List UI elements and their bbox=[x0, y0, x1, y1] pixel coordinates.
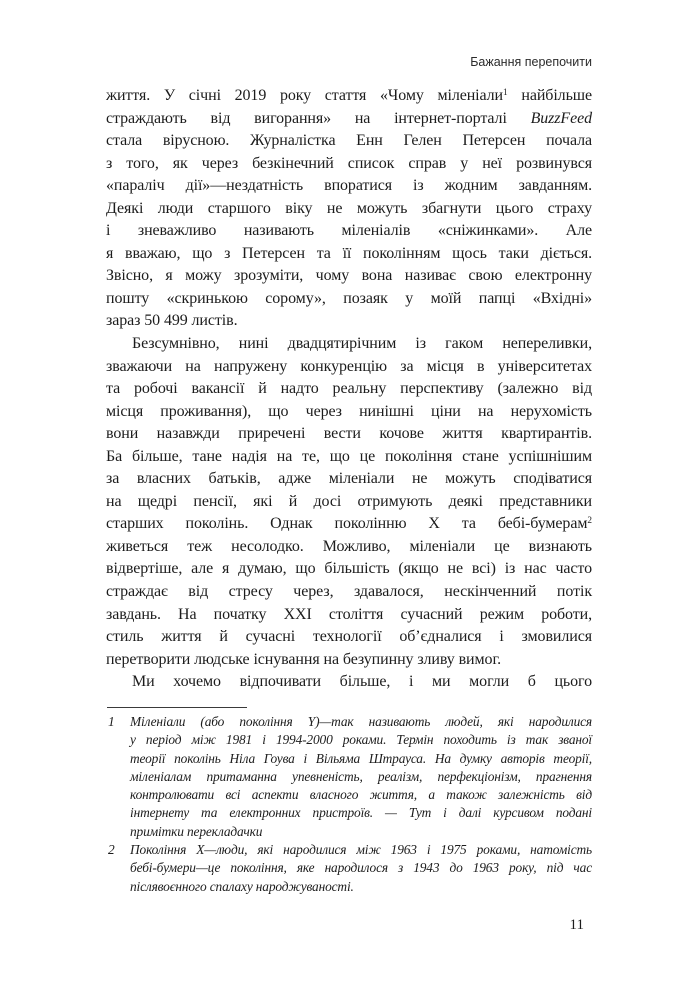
text-line: Ми хочемо відпочивати більше, і ми могли б цього bbox=[132, 673, 592, 691]
text-line: я вважаю, що з Петерсен та її поколінням щось таки діється. bbox=[106, 244, 592, 262]
text-line: стала вірусною. Журналістка Енн Гелен Петерсен почала bbox=[106, 132, 592, 150]
text-line: і зневажливо називають міленіалів «сніжинками». Але bbox=[106, 222, 592, 240]
italic-text: BuzzFeed bbox=[530, 109, 592, 127]
text-line: зважаючи на напружену конкуренцію за місця в університетах bbox=[106, 357, 592, 375]
footnote-marker: 2 bbox=[108, 842, 115, 858]
footnote-line: міленіалам притаманна упевненість, реалізм, перфекціонізм, прагнення bbox=[130, 768, 592, 784]
footnote-line: теорії поколінь Ніла Гоува і Вільяма Штрауса. На думку авторів теорії, bbox=[130, 750, 592, 766]
footnote-marker: 1 bbox=[108, 714, 115, 729]
text-line: страждає від стресу через, здавалося, нескінченний потік bbox=[106, 583, 592, 601]
text-line: відвертіше, але я думаю, що більшість (якщо не всі) із нас часто bbox=[106, 560, 592, 578]
footnote-line: Міленіали (або покоління Y)—так називають людей, які народилися bbox=[130, 714, 592, 729]
paragraph bbox=[106, 85, 592, 333]
footnote-reference: 2 bbox=[587, 516, 592, 527]
footnote-line: у період між 1981 і 1994-2000 роками. Термін походить із так званої bbox=[130, 732, 592, 748]
text-line: зараз 50 499 листів. bbox=[106, 312, 238, 330]
text-line: перетворити людське існування на безупинну зливу вимог. bbox=[106, 650, 502, 668]
running-header: Бажання перепочити bbox=[470, 55, 592, 69]
footnote bbox=[106, 713, 592, 841]
paragraph bbox=[106, 671, 592, 694]
footnotes bbox=[106, 713, 592, 896]
body-text bbox=[106, 85, 592, 694]
footnote-line: післявоєнного спалаху народжуваності. bbox=[130, 878, 354, 894]
text-line: завдань. На початку XXI століття сучасний режим роботи, bbox=[106, 605, 592, 623]
text-line: Деякі люди старшого віку не можуть збагнути цього страху bbox=[106, 199, 592, 217]
footnote-line: бебі-бумери—це покоління, яке народилося з 1943 до 1963 року, під час bbox=[130, 860, 592, 876]
text-line: живеться теж несолодко. Можливо, міленіали це визнають bbox=[106, 537, 592, 555]
text-line: Ба більше, тане надія на те, що це покоління стане успішнішим bbox=[106, 447, 592, 465]
footnote-separator-rule bbox=[107, 707, 247, 708]
text-line: місця проживання), що через нинішні ціни на нерухомість bbox=[106, 402, 592, 420]
footnote-line: примітки перекладачки bbox=[130, 823, 263, 839]
footnote bbox=[106, 841, 592, 896]
footnote-line: Покоління X—люди, які народилися між 1963 і 1975 роками, натомість bbox=[130, 842, 592, 858]
paragraph bbox=[106, 333, 592, 671]
page-number: 11 bbox=[569, 917, 584, 933]
text-line: Безсумнівно, нині двадцятирічним із гаком непереливки, bbox=[132, 335, 592, 353]
text-line: на щедрі пенсії, які й досі отримують деякі представники bbox=[106, 492, 592, 510]
text-line: вони назавжди приречені вести кочове життя квартирантів. bbox=[106, 425, 592, 443]
text-line: життя. У січні 2019 року стаття «Чому міленіали$^1$ найбільше bbox=[106, 87, 592, 104]
text-line: Звісно, я можу зрозуміти, чому вона називає свою електронну bbox=[106, 267, 592, 285]
text-line: за власних батьків, адже міленіали не можуть сподіватися bbox=[106, 470, 592, 488]
text-line: стиль життя й сучасні технології об’єдналися і змовилися bbox=[106, 628, 592, 646]
text-line: пошту «скринькою сорому», позаяк у моїй папці «Вхідні» bbox=[106, 289, 592, 307]
text-line: старших поколінь. Однак поколінню X та бебі-бумерам$^2$ bbox=[106, 515, 592, 533]
text-line: «параліч дії»—нездатність впоратися із жодним завданням. bbox=[106, 177, 592, 195]
footnote-line: інтернету та електронних пристроїв. — Тут і далі курсивом подані bbox=[130, 805, 592, 821]
text-line: та робочі вакансії й надто реальну перспективу (залежно від bbox=[106, 380, 592, 398]
footnote-reference: 1 bbox=[503, 88, 508, 98]
text-line: з того, як через безкінечний список справ у неї розвинувся bbox=[106, 154, 592, 172]
text-line: страждають від вигорання» на інтернет-порталі BuzzFeed bbox=[106, 109, 592, 127]
footnote-line: контролювати всі аспекти власного життя, а також залежність від bbox=[130, 787, 592, 803]
